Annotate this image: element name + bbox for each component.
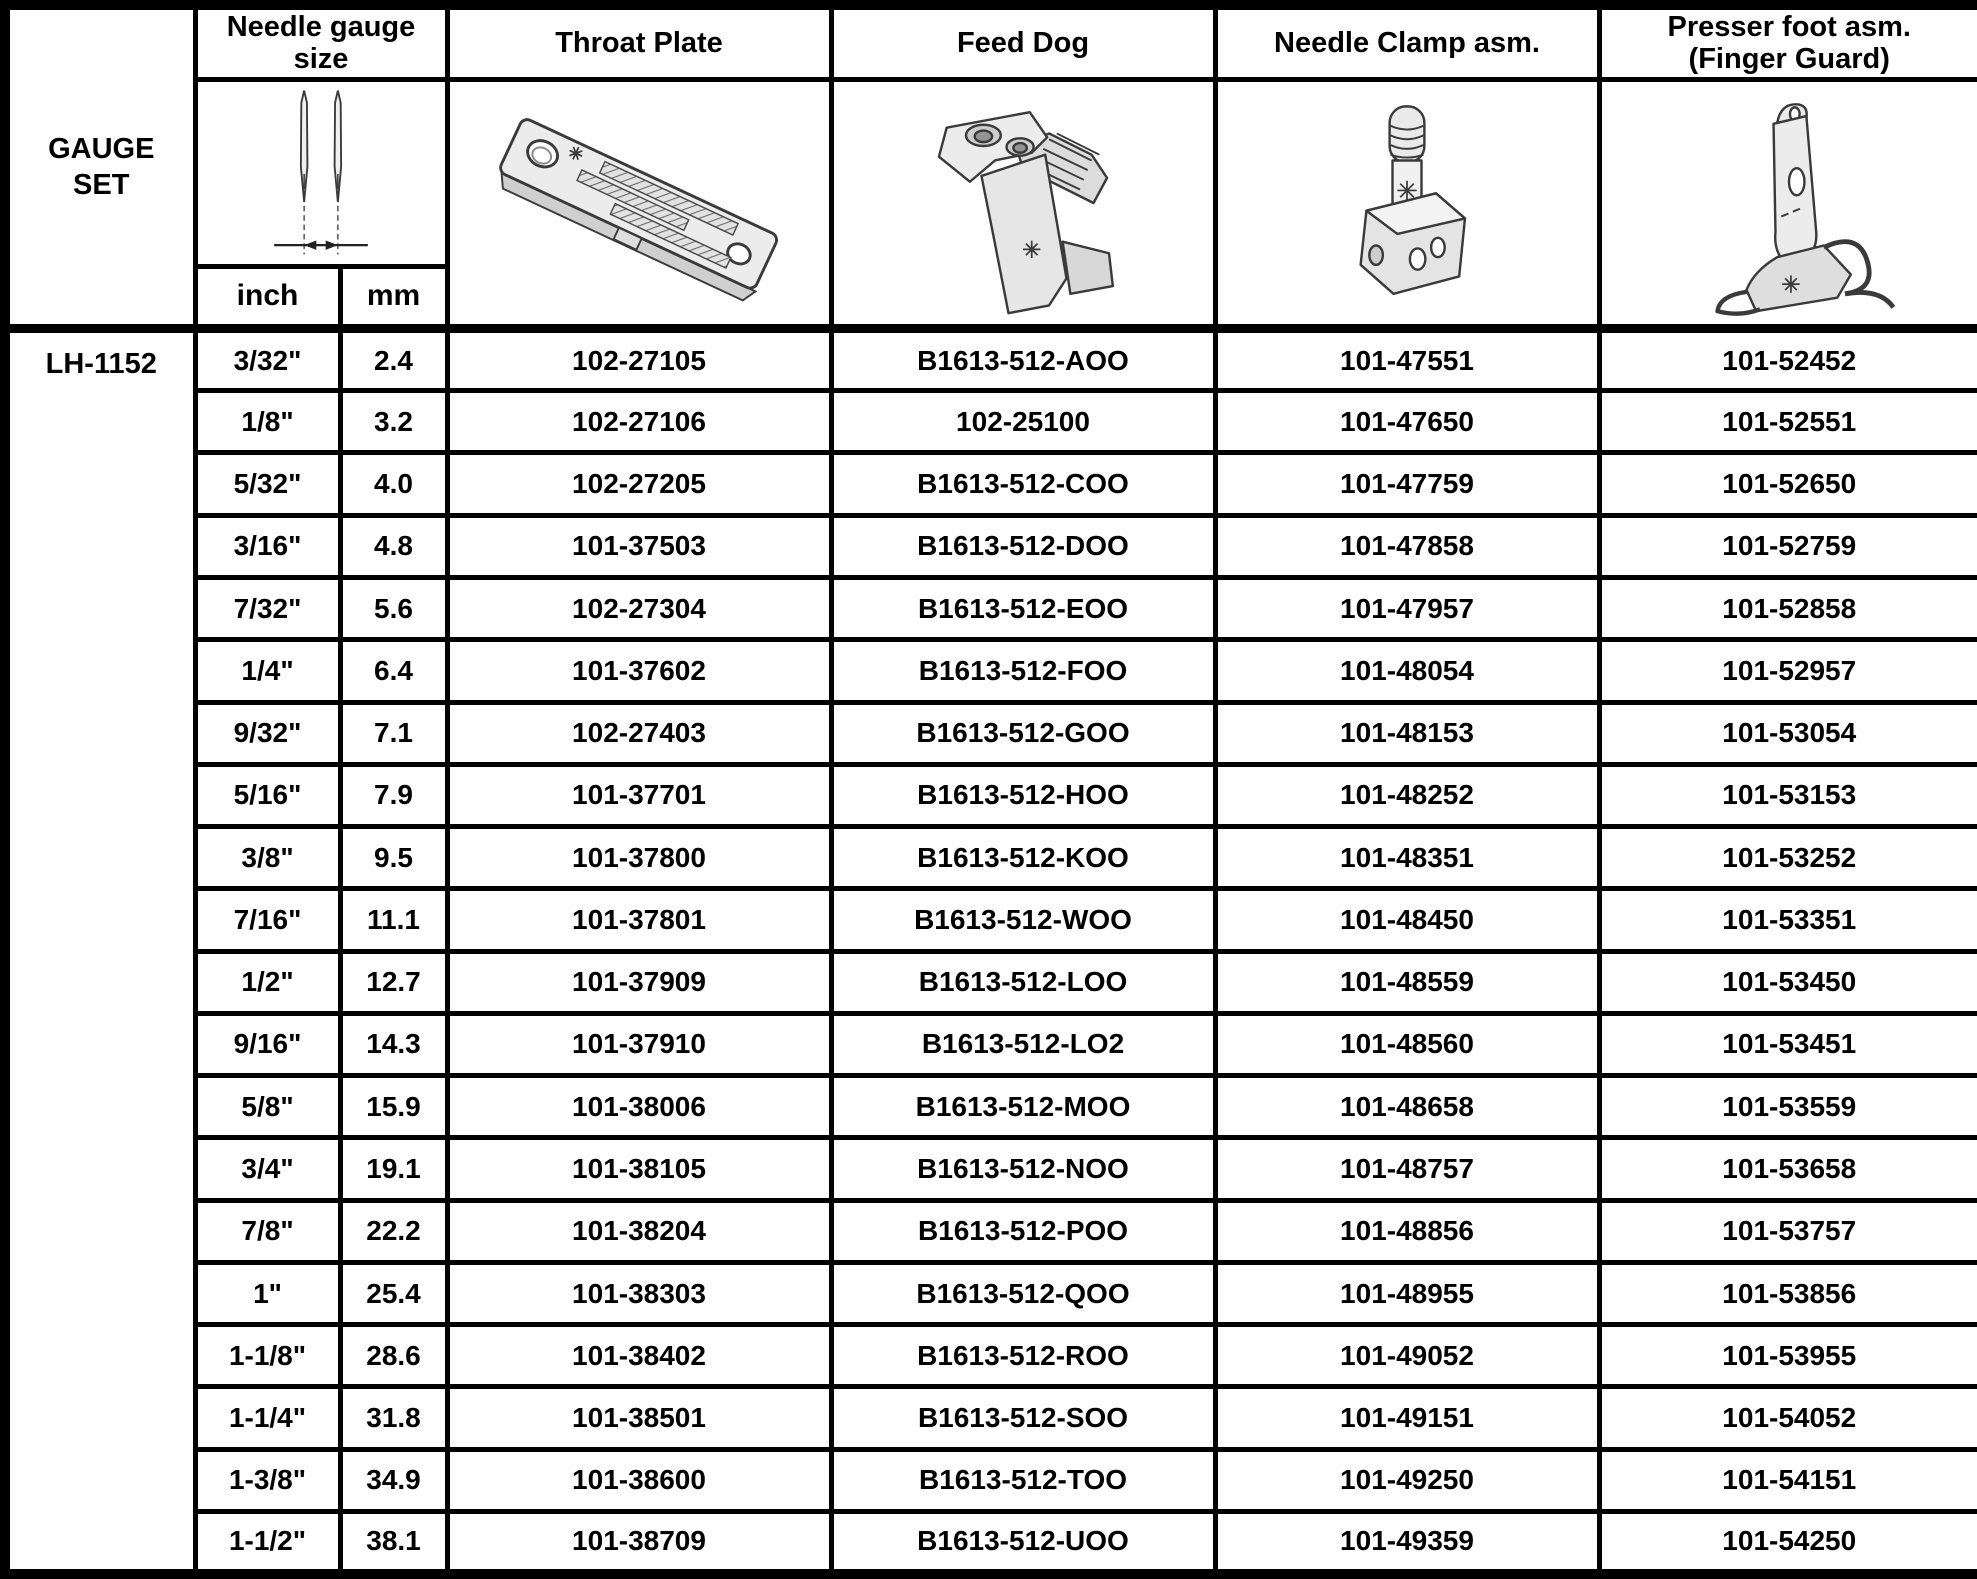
table-row	[5, 1262, 1977, 1324]
cell-throat-plate: 101-38006	[447, 1076, 831, 1138]
cell-mm: 7.9	[340, 764, 447, 826]
cell-throat-plate: 101-38303	[447, 1262, 831, 1324]
cell-needle-clamp: 101-48153	[1215, 702, 1599, 764]
cell-feed-dog: 102-25100	[831, 391, 1215, 453]
cell-needle-clamp: 101-47551	[1215, 328, 1599, 390]
cell-feed-dog: B1613-512-LOO	[831, 951, 1215, 1013]
cell-presser-foot: 101-53658	[1599, 1138, 1977, 1200]
presser-foot-finger-guard-icon	[1659, 89, 1919, 317]
subheader-mm: mm	[340, 266, 447, 328]
cell-mm: 6.4	[340, 640, 447, 702]
cell-needle-clamp: 101-48658	[1215, 1076, 1599, 1138]
gauge-set-value: LH-1152	[5, 328, 195, 1574]
cell-needle-clamp: 101-48560	[1215, 1013, 1599, 1075]
cell-inch: 7/8"	[195, 1200, 340, 1262]
cell-presser-foot: 101-52650	[1599, 453, 1977, 515]
table-row	[5, 453, 1977, 515]
cell-throat-plate: 101-38600	[447, 1449, 831, 1511]
feed-dog-icon	[898, 89, 1148, 317]
cell-mm: 22.2	[340, 1200, 447, 1262]
table-row	[5, 1013, 1977, 1075]
cell-feed-dog: B1613-512-COO	[831, 453, 1215, 515]
cell-needle-clamp: 101-49250	[1215, 1449, 1599, 1511]
cell-mm: 31.8	[340, 1387, 447, 1449]
cell-mm: 3.2	[340, 391, 447, 453]
cell-inch: 5/8"	[195, 1076, 340, 1138]
cell-presser-foot: 101-52858	[1599, 578, 1977, 640]
cell-presser-foot: 101-52551	[1599, 391, 1977, 453]
cell-inch: 1/8"	[195, 391, 340, 453]
cell-feed-dog: B1613-512-QOO	[831, 1262, 1215, 1324]
cell-mm: 15.9	[340, 1076, 447, 1138]
cell-mm: 14.3	[340, 1013, 447, 1075]
cell-mm: 7.1	[340, 702, 447, 764]
cell-throat-plate: 101-37801	[447, 889, 831, 951]
table-row	[5, 1511, 1977, 1574]
illustration-row	[5, 79, 1977, 266]
header-presser-foot-line1: Presser foot asm.	[1667, 10, 1911, 43]
table-row	[5, 951, 1977, 1013]
cell-throat-plate: 101-37800	[447, 827, 831, 889]
cell-feed-dog: B1613-512-WOO	[831, 889, 1215, 951]
cell-feed-dog: B1613-512-GOO	[831, 702, 1215, 764]
cell-presser-foot: 101-54052	[1599, 1387, 1977, 1449]
cell-needle-clamp: 101-48351	[1215, 827, 1599, 889]
cell-presser-foot: 101-52759	[1599, 515, 1977, 577]
cell-inch: 9/16"	[195, 1013, 340, 1075]
cell-feed-dog: B1613-512-AOO	[831, 328, 1215, 390]
table-row	[5, 827, 1977, 889]
cell-presser-foot: 101-52957	[1599, 640, 1977, 702]
cell-inch: 1-1/2"	[195, 1511, 340, 1574]
header-needle-clamp: Needle Clamp asm.	[1215, 5, 1599, 79]
cell-inch: 1/4"	[195, 640, 340, 702]
cell-inch: 5/16"	[195, 764, 340, 826]
cell-inch: 3/16"	[195, 515, 340, 577]
cell-presser-foot: 101-53451	[1599, 1013, 1977, 1075]
twin-needles-dimension-icon	[221, 84, 421, 262]
table-row	[5, 1138, 1977, 1200]
table-row	[5, 702, 1977, 764]
cell-throat-plate: 101-38402	[447, 1325, 831, 1387]
cell-throat-plate: 102-27105	[447, 328, 831, 390]
header-throat-plate: Throat Plate	[447, 5, 831, 79]
cell-inch: 3/4"	[195, 1138, 340, 1200]
cell-feed-dog: B1613-512-KOO	[831, 827, 1215, 889]
gauge-set-label: GAUGE SET	[48, 132, 155, 201]
header-row	[5, 5, 1977, 79]
cell-throat-plate: 101-37909	[447, 951, 831, 1013]
table-row	[5, 1200, 1977, 1262]
cell-throat-plate: 101-38105	[447, 1138, 831, 1200]
throat-plate-illustration-cell	[447, 79, 831, 328]
cell-throat-plate: 102-27403	[447, 702, 831, 764]
cell-throat-plate: 101-37701	[447, 764, 831, 826]
cell-presser-foot: 101-54151	[1599, 1449, 1977, 1511]
cell-inch: 1-3/8"	[195, 1449, 340, 1511]
cell-presser-foot: 101-53450	[1599, 951, 1977, 1013]
cell-throat-plate: 102-27106	[447, 391, 831, 453]
cell-feed-dog: B1613-512-HOO	[831, 764, 1215, 826]
cell-mm: 34.9	[340, 1449, 447, 1511]
cell-inch: 1-1/8"	[195, 1325, 340, 1387]
cell-throat-plate: 101-37910	[447, 1013, 831, 1075]
cell-throat-plate: 101-38204	[447, 1200, 831, 1262]
cell-feed-dog: B1613-512-POO	[831, 1200, 1215, 1262]
cell-mm: 9.5	[340, 827, 447, 889]
cell-needle-clamp: 101-47650	[1215, 391, 1599, 453]
cell-mm: 2.4	[340, 328, 447, 390]
needle-gauge-illustration-cell	[195, 79, 447, 266]
table-row	[5, 515, 1977, 577]
cell-needle-clamp: 101-49052	[1215, 1325, 1599, 1387]
cell-feed-dog: B1613-512-MOO	[831, 1076, 1215, 1138]
cell-mm: 5.6	[340, 578, 447, 640]
cell-feed-dog: B1613-512-DOO	[831, 515, 1215, 577]
cell-needle-clamp: 101-48450	[1215, 889, 1599, 951]
cell-needle-clamp: 101-48054	[1215, 640, 1599, 702]
cell-feed-dog: B1613-512-EOO	[831, 578, 1215, 640]
cell-inch: 1/2"	[195, 951, 340, 1013]
cell-throat-plate: 101-38501	[447, 1387, 831, 1449]
cell-mm: 11.1	[340, 889, 447, 951]
cell-needle-clamp: 101-48252	[1215, 764, 1599, 826]
cell-inch: 1-1/4"	[195, 1387, 340, 1449]
table-row	[5, 578, 1977, 640]
cell-inch: 3/8"	[195, 827, 340, 889]
cell-feed-dog: B1613-512-SOO	[831, 1387, 1215, 1449]
cell-throat-plate: 102-27304	[447, 578, 831, 640]
cell-needle-clamp: 101-48559	[1215, 951, 1599, 1013]
cell-needle-clamp: 101-47858	[1215, 515, 1599, 577]
table-row	[5, 1449, 1977, 1511]
cell-needle-clamp: 101-49359	[1215, 1511, 1599, 1574]
cell-throat-plate: 102-27205	[447, 453, 831, 515]
cell-needle-clamp: 101-47957	[1215, 578, 1599, 640]
cell-presser-foot: 101-53252	[1599, 827, 1977, 889]
table-row	[5, 640, 1977, 702]
feed-dog-illustration-cell	[831, 79, 1215, 328]
cell-feed-dog: B1613-512-FOO	[831, 640, 1215, 702]
table-row	[5, 328, 1977, 390]
cell-needle-clamp: 101-49151	[1215, 1387, 1599, 1449]
table-row	[5, 764, 1977, 826]
table-row	[5, 1387, 1977, 1449]
cell-mm: 25.4	[340, 1262, 447, 1324]
cell-presser-foot: 101-53351	[1599, 889, 1977, 951]
subheader-inch: inch	[195, 266, 340, 328]
presser-foot-illustration-cell	[1599, 79, 1977, 328]
cell-needle-clamp: 101-48757	[1215, 1138, 1599, 1200]
cell-presser-foot: 101-54250	[1599, 1511, 1977, 1574]
cell-mm: 12.7	[340, 951, 447, 1013]
cell-throat-plate: 101-37503	[447, 515, 831, 577]
cell-needle-clamp: 101-48856	[1215, 1200, 1599, 1262]
header-presser-foot-line2: (Finger Guard)	[1688, 43, 1890, 76]
cell-presser-foot: 101-52452	[1599, 328, 1977, 390]
cell-mm: 4.8	[340, 515, 447, 577]
needle-clamp-icon	[1317, 89, 1497, 317]
cell-feed-dog: B1613-512-UOO	[831, 1511, 1215, 1574]
header-needle-gauge-size: Needle gauge size	[195, 5, 447, 79]
cell-feed-dog: B1613-512-LO2	[831, 1013, 1215, 1075]
cell-mm: 38.1	[340, 1511, 447, 1574]
cell-feed-dog: B1613-512-NOO	[831, 1138, 1215, 1200]
header-feed-dog: Feed Dog	[831, 5, 1215, 79]
cell-presser-foot: 101-53054	[1599, 702, 1977, 764]
cell-inch: 7/16"	[195, 889, 340, 951]
cell-inch: 9/32"	[195, 702, 340, 764]
table-row	[5, 1076, 1977, 1138]
parts-rows	[5, 328, 1977, 1574]
cell-inch: 1"	[195, 1262, 340, 1324]
cell-throat-plate: 101-38709	[447, 1511, 831, 1574]
cell-throat-plate: 101-37602	[447, 640, 831, 702]
cell-mm: 4.0	[340, 453, 447, 515]
cell-needle-clamp: 101-48955	[1215, 1262, 1599, 1324]
cell-mm: 19.1	[340, 1138, 447, 1200]
table-row	[5, 391, 1977, 453]
needle-clamp-illustration-cell	[1215, 79, 1599, 328]
cell-presser-foot: 101-53757	[1599, 1200, 1977, 1262]
gauge-set-header-cell	[5, 5, 195, 328]
cell-mm: 28.6	[340, 1325, 447, 1387]
table-row	[5, 889, 1977, 951]
cell-inch: 7/32"	[195, 578, 340, 640]
cell-inch: 5/32"	[195, 453, 340, 515]
cell-inch: 3/32"	[195, 328, 340, 390]
cell-feed-dog: B1613-512-ROO	[831, 1325, 1215, 1387]
throat-plate-icon	[461, 89, 817, 317]
cell-presser-foot: 101-53153	[1599, 764, 1977, 826]
header-presser-foot	[1599, 5, 1977, 79]
cell-feed-dog: B1613-512-TOO	[831, 1449, 1215, 1511]
table-row	[5, 1325, 1977, 1387]
cell-presser-foot: 101-53856	[1599, 1262, 1977, 1324]
cell-needle-clamp: 101-47759	[1215, 453, 1599, 515]
cell-presser-foot: 101-53559	[1599, 1076, 1977, 1138]
cell-presser-foot: 101-53955	[1599, 1325, 1977, 1387]
